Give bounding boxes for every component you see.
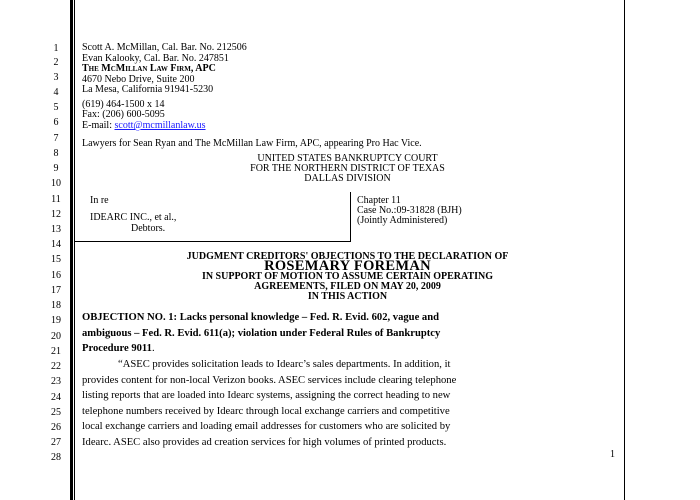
court-district: FOR THE NORTHERN DISTRICT OF TEXAS [250,163,445,174]
line-number: 21 [51,346,61,357]
line-number: 1 [53,43,59,54]
line-number: 27 [51,437,61,448]
line-number: 18 [51,300,61,311]
fax-number: Fax: (206) 600-5095 [82,109,165,120]
appearing-line: Lawyers for Sean Ryan and The McMillan Law Firm, APC, appearing Pro Hac Vice. [82,138,422,149]
line-number: 13 [51,224,61,235]
line-number: 2 [53,57,59,68]
address-line-1: 4670 Nebo Drive, Suite 200 [82,74,195,85]
case-number: Case No.:09-31828 (BJH) [357,205,462,216]
caption-divider-vertical [350,192,351,242]
chapter: Chapter 11 [357,195,401,206]
jointly-administered: (Jointly Administered) [357,215,448,226]
line-number: 4 [53,87,59,98]
line-number: 12 [51,209,61,220]
body-line-1: “ASEC provides solicitation leads to Idearc’s sales departments. In addition, it [118,359,451,370]
page-number: 1 [610,449,615,460]
court-division: DALLAS DIVISION [304,173,391,184]
court-name: UNITED STATES BANKRUPTCY COURT [257,153,438,164]
title-line-2: IN SUPPORT OF MOTION TO ASSUME CERTAIN OPERATING [201,271,494,282]
objection-line-1: OBJECTION NO. 1: Lacks personal knowledge – Fed. R. Evid. 602, vague and [82,312,439,323]
objection-line-2: ambiguous – Fed. R. Evid. 611(a); violation under Federal Rules of Bankruptcy [82,328,441,339]
email-label: E-mail: [82,120,112,131]
left-double-rule-outer [70,0,73,500]
in-re: In re [90,195,109,206]
declarant-name: ROSEMARY FOREMAN [264,258,431,274]
objection-line-3 [82,343,155,355]
body-line-6: Idearc. ASEC also provides ad creation services for high volumes of printed products. [82,437,447,448]
counsel-line-2: Evan Kalooky, Cal. Bar. No. 247851 [82,53,229,64]
body-line-5: local exchange carriers and loading email addresses for customers who are solicited by [82,421,451,432]
caption-divider-horizontal [75,241,351,242]
line-number: 22 [51,361,61,372]
line-number: 25 [51,407,61,418]
right-margin-rule [624,0,625,500]
body-line-3: listing reports that are loaded into Idearc systems, assigning the correct heading to new [82,390,451,401]
title-line-1: JUDGMENT CREDITORS' OBJECTIONS TO THE DECLARATION OF [186,251,509,262]
line-number: 6 [53,117,59,128]
law-firm-name: The McMillan Law Firm, APC [82,63,216,74]
line-number: 26 [51,422,61,433]
title-line-4: IN THIS ACTION [307,291,388,302]
line-number: 14 [51,239,61,250]
line-number: 24 [51,392,61,403]
body-line-2: provides content for non-local Verizon books. ASEC services include clearing telephone [82,375,457,386]
left-double-rule-inner [74,0,75,500]
line-number: 16 [51,270,61,281]
line-number: 3 [53,72,59,83]
objection-rule: Procedure 9011 [82,343,152,354]
line-number: 7 [53,133,59,144]
objection-period: . [151,343,155,354]
line-number: 5 [53,102,59,113]
line-number: 15 [51,254,61,265]
line-number: 23 [51,376,61,387]
line-number: 20 [51,331,61,342]
address-line-2: La Mesa, California 91941-5230 [82,84,214,95]
body-line-4: telephone numbers received by Idearc through local exchange carriers and competitive [82,406,450,417]
email-link[interactable]: scott@mcmillanlaw.us [114,120,206,131]
line-number: 17 [51,285,61,296]
line-number: 28 [51,452,61,463]
email-line [82,120,206,132]
phone-number: (619) 464-1500 x 14 [82,99,165,110]
counsel-line-1: Scott A. McMillan, Cal. Bar. No. 212506 [82,42,247,53]
debtors-label: Debtors. [131,223,166,234]
line-number: 8 [53,148,59,159]
line-number: 10 [51,178,61,189]
line-number: 9 [53,163,59,174]
line-number: 19 [51,315,61,326]
debtor-name: IDEARC INC., et al., [90,212,177,223]
line-number: 11 [51,194,61,205]
title-line-3: AGREEMENTS, FILED ON MAY 20, 2009 [254,281,441,292]
